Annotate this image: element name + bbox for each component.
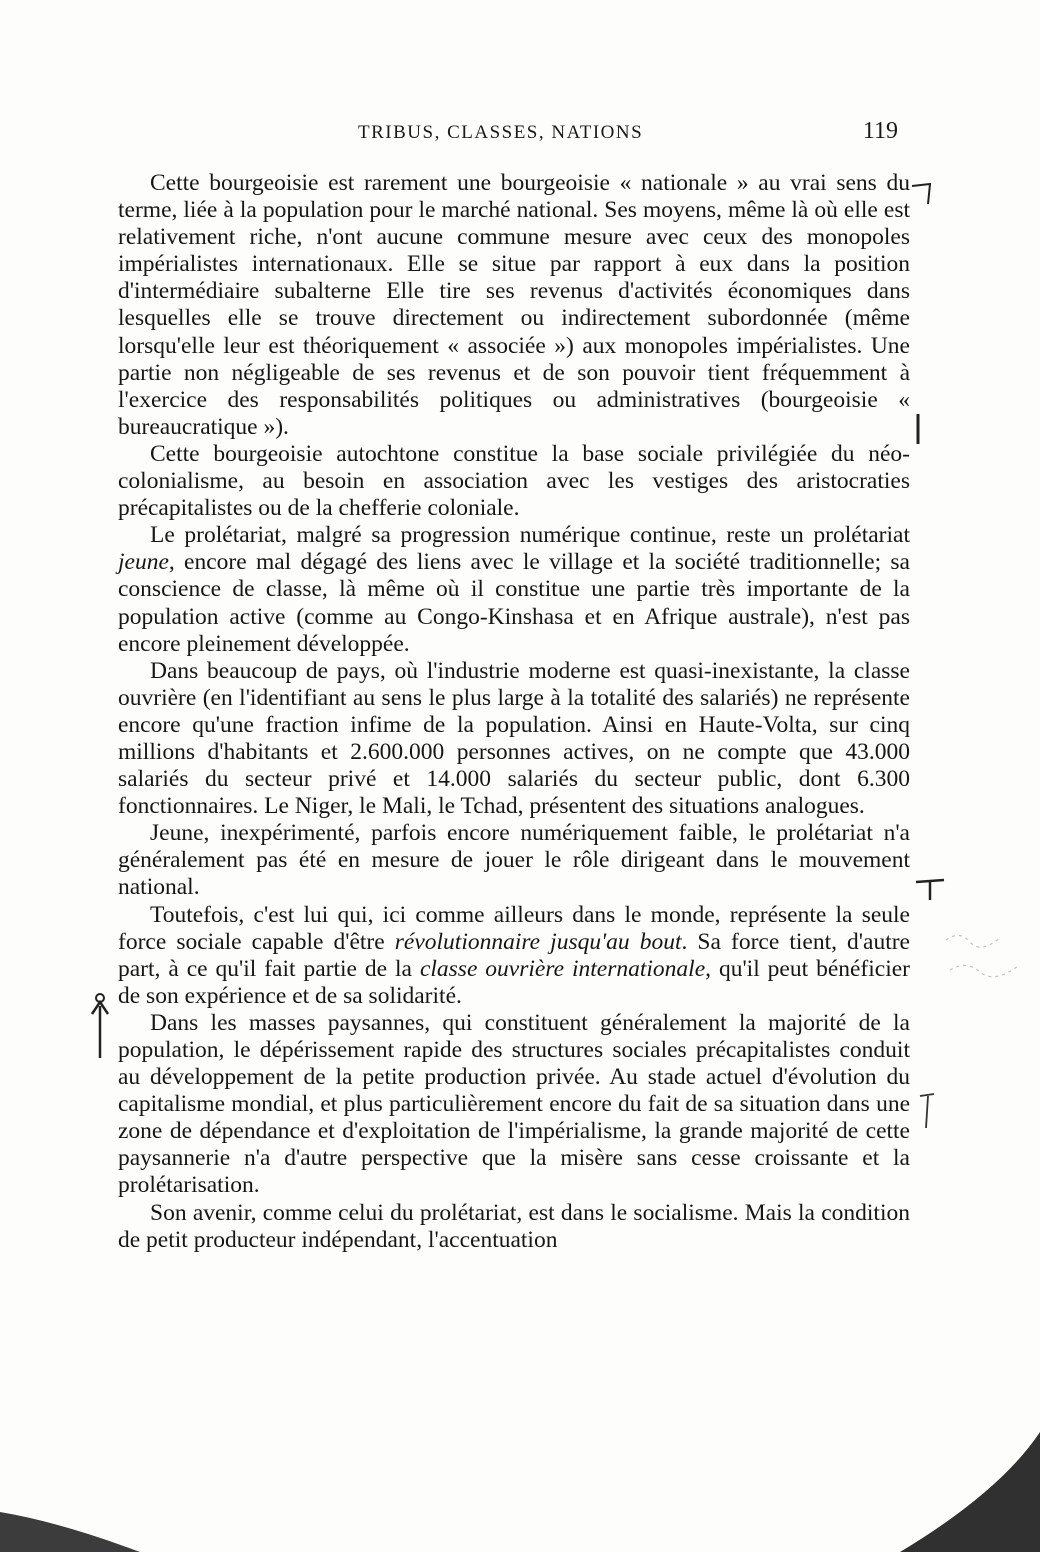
body-text [118, 170, 910, 1254]
scan-shadow-bottom-left [0, 1492, 160, 1552]
margin-tick-icon [910, 412, 926, 446]
paragraph-8: Son avenir, comme celui du prolétariat, est dans le socialisme. Mais la condition de petit producteur indépendant, l'accentuation [118, 1199, 910, 1253]
scan-shadow-bottom-right [880, 1432, 1040, 1552]
margin-bracket-top-icon [908, 178, 938, 208]
italic-phrase: jeune [118, 549, 169, 576]
paragraph-2: Cette bourgeoisie autochtone constitue la base sociale privilégiée du néo-colonialisme, au besoin en association avec les vestiges des aristocraties précapitalistes ou de la chefferie coloniale. [118, 440, 910, 522]
italic-phrase: classe ouvrière internationale [419, 955, 706, 982]
running-title: TRIBUS, CLASSES, NATIONS [358, 122, 644, 143]
paragraph-7: Dans les masses paysannes, qui constituent généralement la majorité de la population, le dépérissement rapide des structures sociales précapitalistes conduit au développement de la petite production privée. Au stade actuel d'évolution du capitalisme mondial, et plus particulièrement encore du fait de sa situation dans une zone de dépendance et d'exploitation de l'impérialisme, la grande majorité de cette paysannerie n'a d'autre perspective que la misère sans cesse croissante et la prolétarisation. [118, 1009, 910, 1199]
italic-phrase: révolutionnaire jusqu'au bout [394, 928, 682, 955]
running-head [120, 118, 920, 152]
margin-t-mark-icon [914, 876, 946, 902]
paragraph-5: Jeune, inexpérimenté, parfois encore numériquement faible, le prolétariat n'a généralement pas été en mesure de jouer le rôle dirigeant dans le mouvement national. [118, 820, 910, 901]
page-number: 119 [862, 118, 898, 144]
margin-arrow-left-icon [86, 992, 114, 1062]
margin-faint-scribble-icon [940, 920, 1030, 990]
paragraph-1: Cette bourgeoisie est rarement une bourgeoisie « nationale » au vrai sens du terme, liée à la population pour le marché national. Ses moyens, même là où elle est relativement riche, n'ont aucune commune mesure avec ceux des monopoles impérialistes internationaux. Elle se situe par rapport à eux dans la position d'intermédiaire subalterne Elle tire ses revenus d'activités économiques dans lesquelles elle se trouve directement ou indirectement subordonnée (même lorsqu'elle leur est théoriquement « associée ») aux monopoles impérialistes. Une partie non négligeable de ses revenus et de son pouvoir tient fréquemment à l'exercice des responsabilités politiques ou administratives (bourgeoisie « bureaucratique »). [118, 170, 910, 440]
paragraph-4: Dans beaucoup de pays, où l'industrie moderne est quasi-inexistante, la classe ouvrière (en l'identifiant au sens le plus large à la totalité des salariés) ne représente encore qu'une fraction infime de la population. Ainsi en Haute-Volta, sur cinq millions d'habitants et 2.600.000 personnes actives, on ne compte que 43.000 salariés du secteur privé et 14.000 salariés du secteur public, dont 6.300 fonctionnaires. Le Niger, le Mali, le Tchad, présentent des situations analogues. [118, 657, 910, 820]
margin-tick-right-icon [916, 1090, 938, 1130]
paragraph-6: Toutefois, c'est lui qui, ici comme ailleurs dans le monde, représente la seule force sociale capable d'être révolutionnaire jusqu'au bout. Sa force tient, d'autre part, à ce qu'il fait partie de la classe ouvrière internationale, qu'il peut bénéficier de son expérience et de sa solidarité. [118, 901, 911, 1009]
paragraph-3: Le prolétariat, malgré sa progression numérique continue, reste un prolétariat jeune, encore mal dégagé des liens avec le village et la société traditionnelle; sa conscience de classe, là même où il constitue une partie très importante de la population active (comme au Congo-Kinshasa et en Afrique australe), n'est pas encore pleinement développée. [118, 522, 910, 657]
